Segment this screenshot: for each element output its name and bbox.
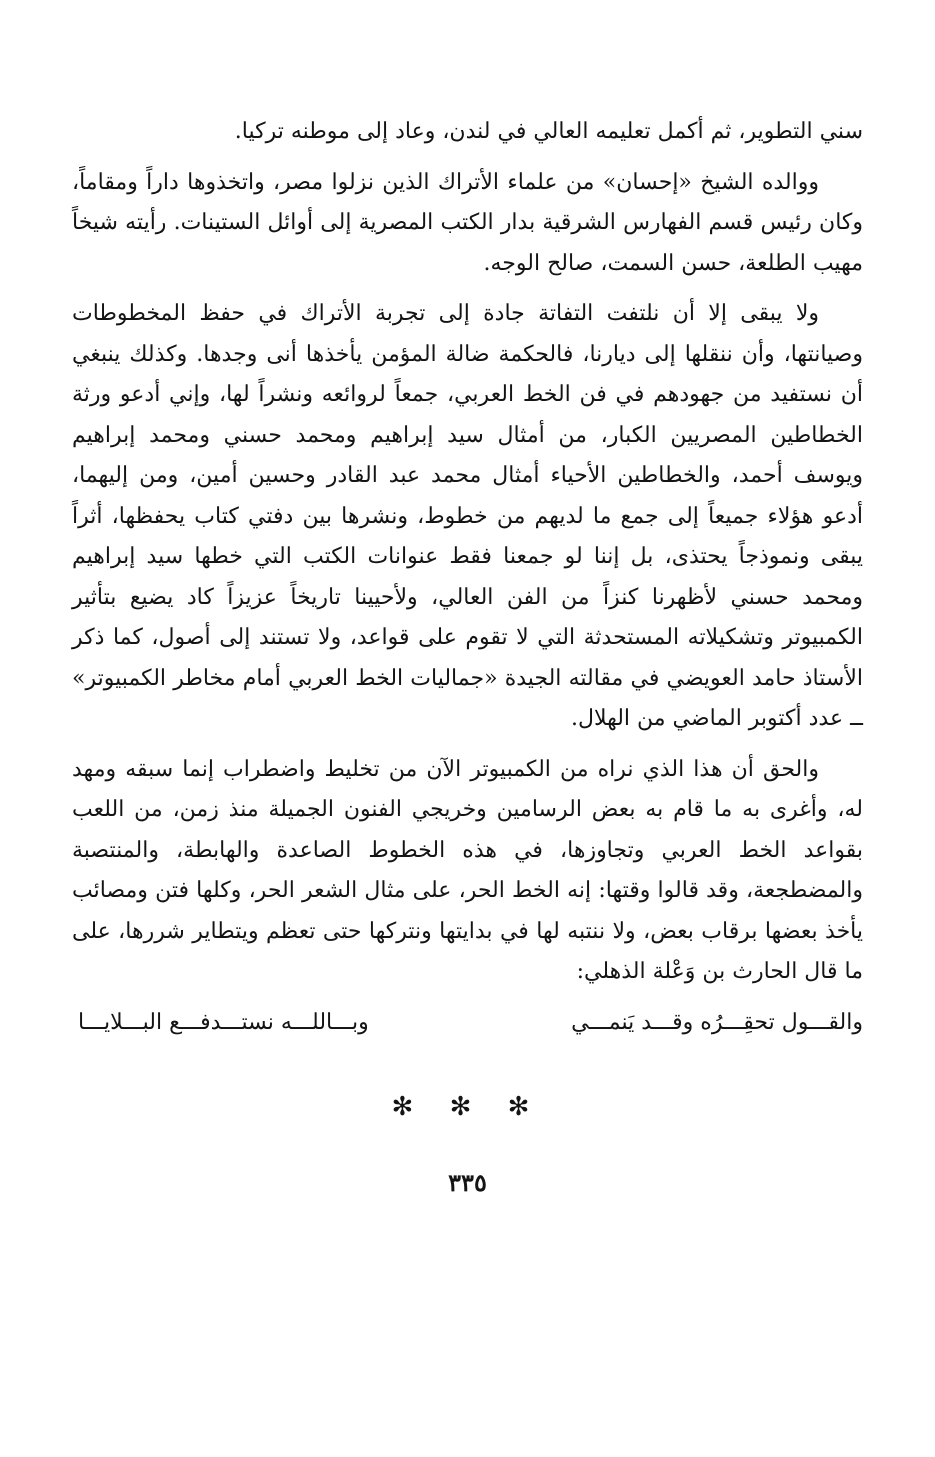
book-page bbox=[72, 112, 863, 1203]
paragraph-3: ولا يبقى إلا أن نلتفت التفاتة جادة إلى تجربة الأتراك في حفظ المخطوطات وصيانتها، وأن ننقلها إلى ديارنا، فالحكمة ضالة المؤمن يأخذها أنى وجدها. وكذلك ينبغي أن نستفيد من جهودهم في فن الخط العربي، جمعاً لروائعه ونشراً لها، وإني أدعو ورثة الخطاطين المصريين الكبار، من أمثال سيد إبراهيم ومحمد حسني ومحمد إبراهيم ويوسف أحمد، والخطاطين الأحياء أمثال محمد عبد القادر وحسين أمين، ومن إليهما، أدعو هؤلاء جميعاً إلى جمع ما لديهم من خطوط، ونشرها بين دفتي كتاب يحفظها، أثراً يبقى ونموذجاً يحتذى، بل إننا لو جمعنا فقط عنوانات الكتب التي خطها سيد إبراهيم ومحمد حسني لأظهرنا كنزاً من الفن العالي، ولأحيينا تاريخاً عزيزاً كاد يضيع بتأثير الكمبيوتر وتشكيلاته المستحدثة التي لا تقوم على قواعد، ولا تستند إلى أصول، كما ذكر الأستاذ حامد العويضي في مقالته الجيدة «جماليات الخط العربي أمام مخاطر الكمبيوتر» ــ عدد أكتوبر الماضي من الهلال. bbox=[72, 301, 863, 731]
paragraph-1: سني التطوير، ثم أكمل تعليمه العالي في لندن، وعاد إلى موطنه تركيا. bbox=[234, 119, 863, 144]
paragraph-4: والحق أن هذا الذي نراه من الكمبيوتر الآن من تخليط واضطراب إنما سبقه ومهد له، وأغرى به ما قام به بعض الرسامين وخريجي الفنون الجميلة منذ زمن، من اللعب بقواعد الخط العربي وتجاوزها، في هذه الخطوط الصاعدة والهابطة، والمنتصبة والمضطجعة، وقد قالوا وقتها: إنه الخط الحر، على مثال الشعر الحر، وكلها فتن ومصائب يأخذ بعضها برقاب بعض، ولا ننتبه لها في بدايتها ونتركها حتى تعظم ويتطاير شررها، على ما قال الحارث بن وَعْلة الذهلي: bbox=[72, 756, 863, 984]
page-number: ٣٣٥ bbox=[448, 1168, 487, 1197]
verse-first-hemistich: والقـــول تحقِـــرُه وقـــد يَنمـــي bbox=[571, 1009, 863, 1035]
paragraph-2: ووالده الشيخ «إحسان» من علماء الأتراك الذين نزلوا مصر، واتخذوها داراً ومقاماً، وكان رئيس قسم الفهارس الشرقية بدار الكتب المصرية إلى أوائل الستينات. رأيته شيخاً مهيب الطلعة، حسن السمت، صالح الوجه. bbox=[72, 169, 863, 276]
verse-second-hemistich: وبـــاللـــه نستـــدفـــع البـــلايـــا bbox=[78, 1009, 369, 1035]
section-separator-asterisks: ✻ ✻ ✻ bbox=[391, 1092, 544, 1122]
poetry-verse bbox=[72, 1003, 863, 1044]
